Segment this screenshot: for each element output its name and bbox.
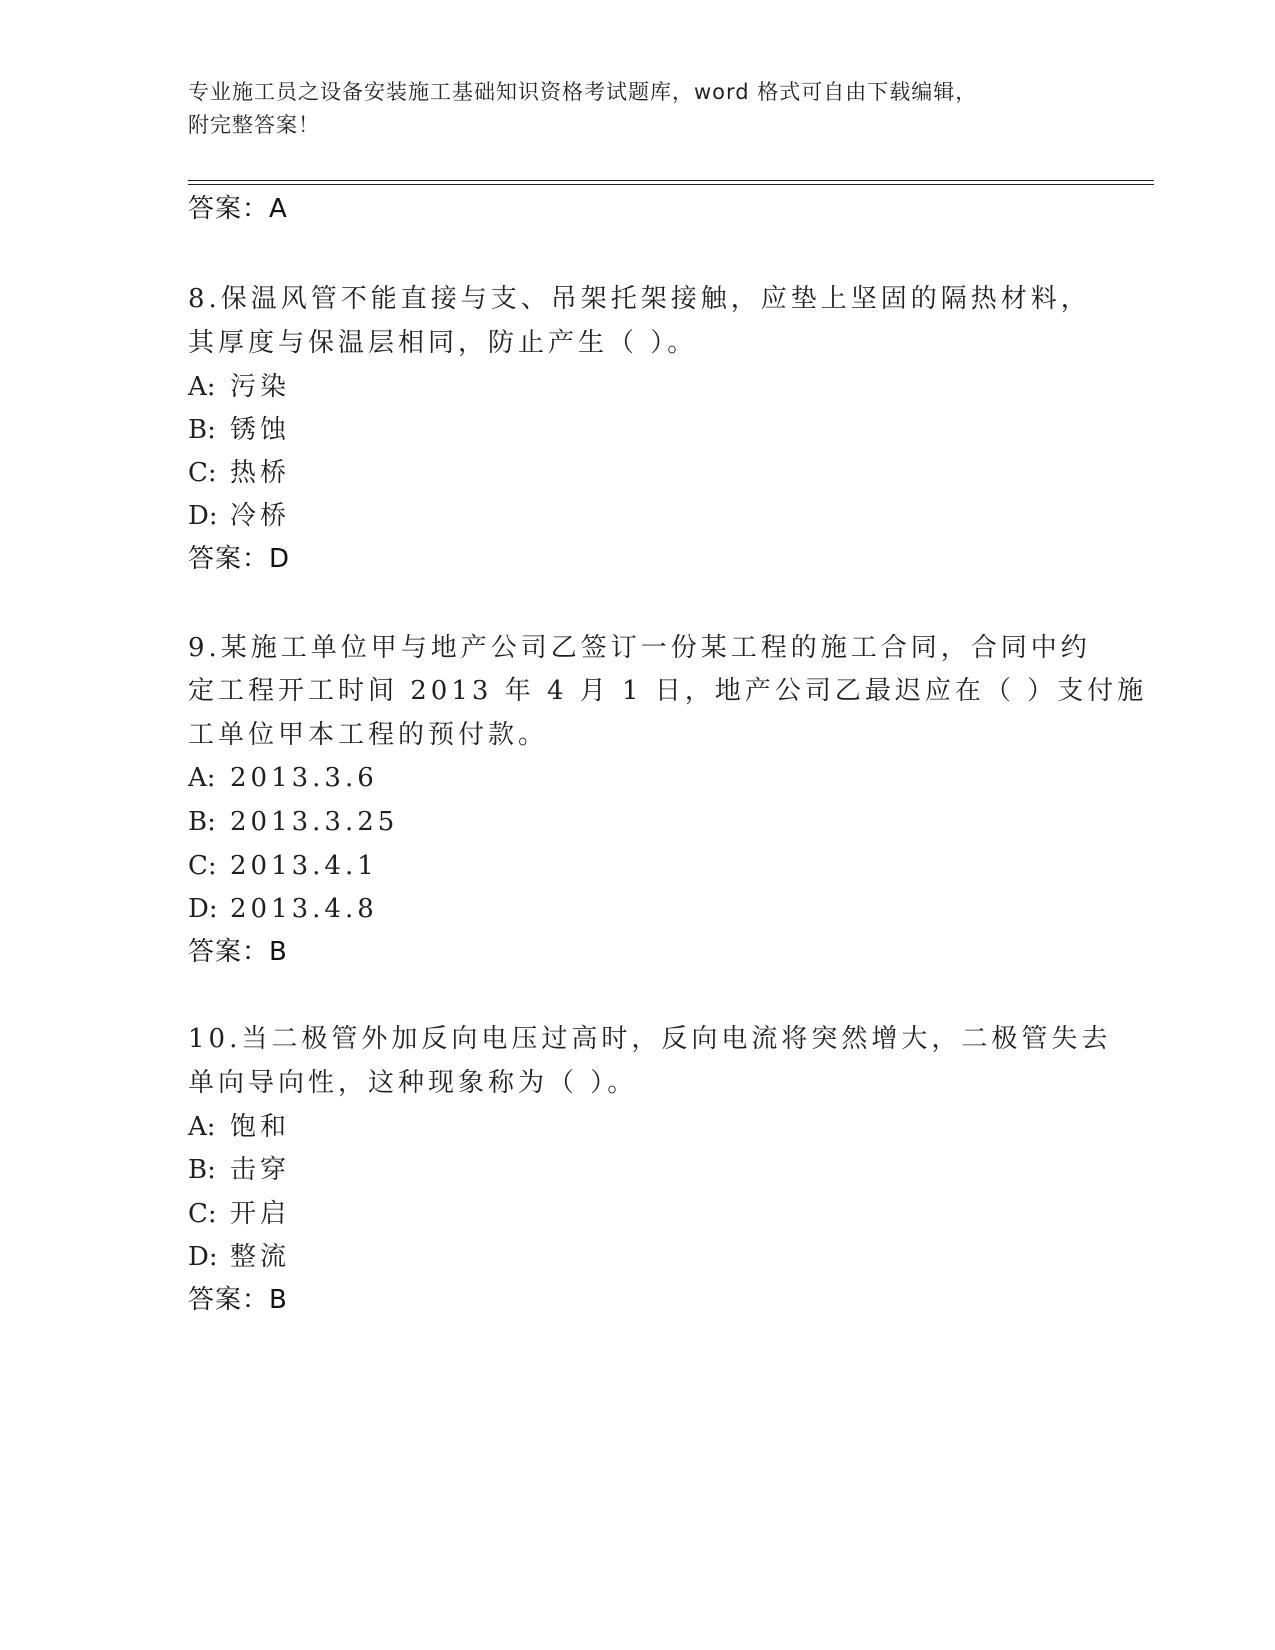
q9-option-a [188,761,378,795]
option-letter: D: [188,894,218,924]
previous-answer: 答案：A [188,194,288,224]
option-letter: C: [188,1199,217,1229]
q9-stem-line-2: 定工程开工时间 2013 年 4 月 1 日，地产公司乙最迟应在（ ）支付施 [188,676,1148,706]
header-divider-bottom [188,184,1154,185]
q10-option-c [188,1197,290,1231]
q10-option-a [188,1110,290,1144]
q8-option-d [188,499,290,533]
q9-option-d [188,892,378,926]
option-text: 污染 [230,372,291,402]
option-text: 2013.4.1 [230,851,378,881]
page-header [188,76,1068,142]
q10-stem-line-1: 10.当二极管外加反向电压过高时，反向电流将突然增大，二极管失去 [188,1024,1112,1054]
q8-option-b [188,413,290,447]
option-text: 冷桥 [230,501,291,531]
option-text: 2013.3.6 [230,763,378,793]
q9-option-c [188,849,378,883]
q8-option-a [188,370,290,404]
option-text: 2013.4.8 [230,894,378,924]
option-letter: D: [188,1242,218,1272]
q8-answer: 答案：D [188,544,291,574]
option-letter: A: [188,1112,216,1142]
q9-stem-line-3: 工单位甲本工程的预付款。 [188,720,549,750]
q8-stem-line-2: 其厚度与保温层相同，防止产生（ ）。 [188,328,698,358]
option-text: 热桥 [230,458,291,488]
q10-option-d [188,1240,290,1274]
header-line-2: 附完整答案！ [188,113,320,137]
option-text: 2013.3.25 [230,807,399,837]
q9-stem-line-1: 9.某施工单位甲与地产公司乙签订一份某工程的施工合同，合同中约 [188,633,1091,663]
option-text: 击穿 [230,1155,291,1185]
q9-option-b [188,805,398,839]
q10-answer: 答案：B [188,1285,288,1315]
option-text: 整流 [230,1242,291,1272]
option-text: 饱和 [230,1112,291,1142]
q10-stem-line-2: 单向导向性，这种现象称为（ ）。 [188,1068,638,1098]
option-letter: B: [188,807,216,837]
q9-answer: 答案：B [188,937,288,967]
option-letter: B: [188,415,216,445]
option-letter: B: [188,1155,216,1185]
option-letter: C: [188,458,217,488]
header-divider-top [188,180,1154,181]
q10-option-b [188,1153,290,1187]
option-letter: A: [188,372,216,402]
option-text: 开启 [230,1199,291,1229]
option-letter: D: [188,501,218,531]
option-letter: A: [188,763,216,793]
header-line-1: 专业施工员之设备安装施工基础知识资格考试题库，word 格式可自由下载编辑， [188,80,978,104]
q8-stem-line-1: 8.保温风管不能直接与支、吊架托架接触，应垫上坚固的隔热材料， [188,284,1091,314]
q8-option-c [188,456,290,490]
option-text: 锈蚀 [230,415,291,445]
option-letter: C: [188,851,217,881]
